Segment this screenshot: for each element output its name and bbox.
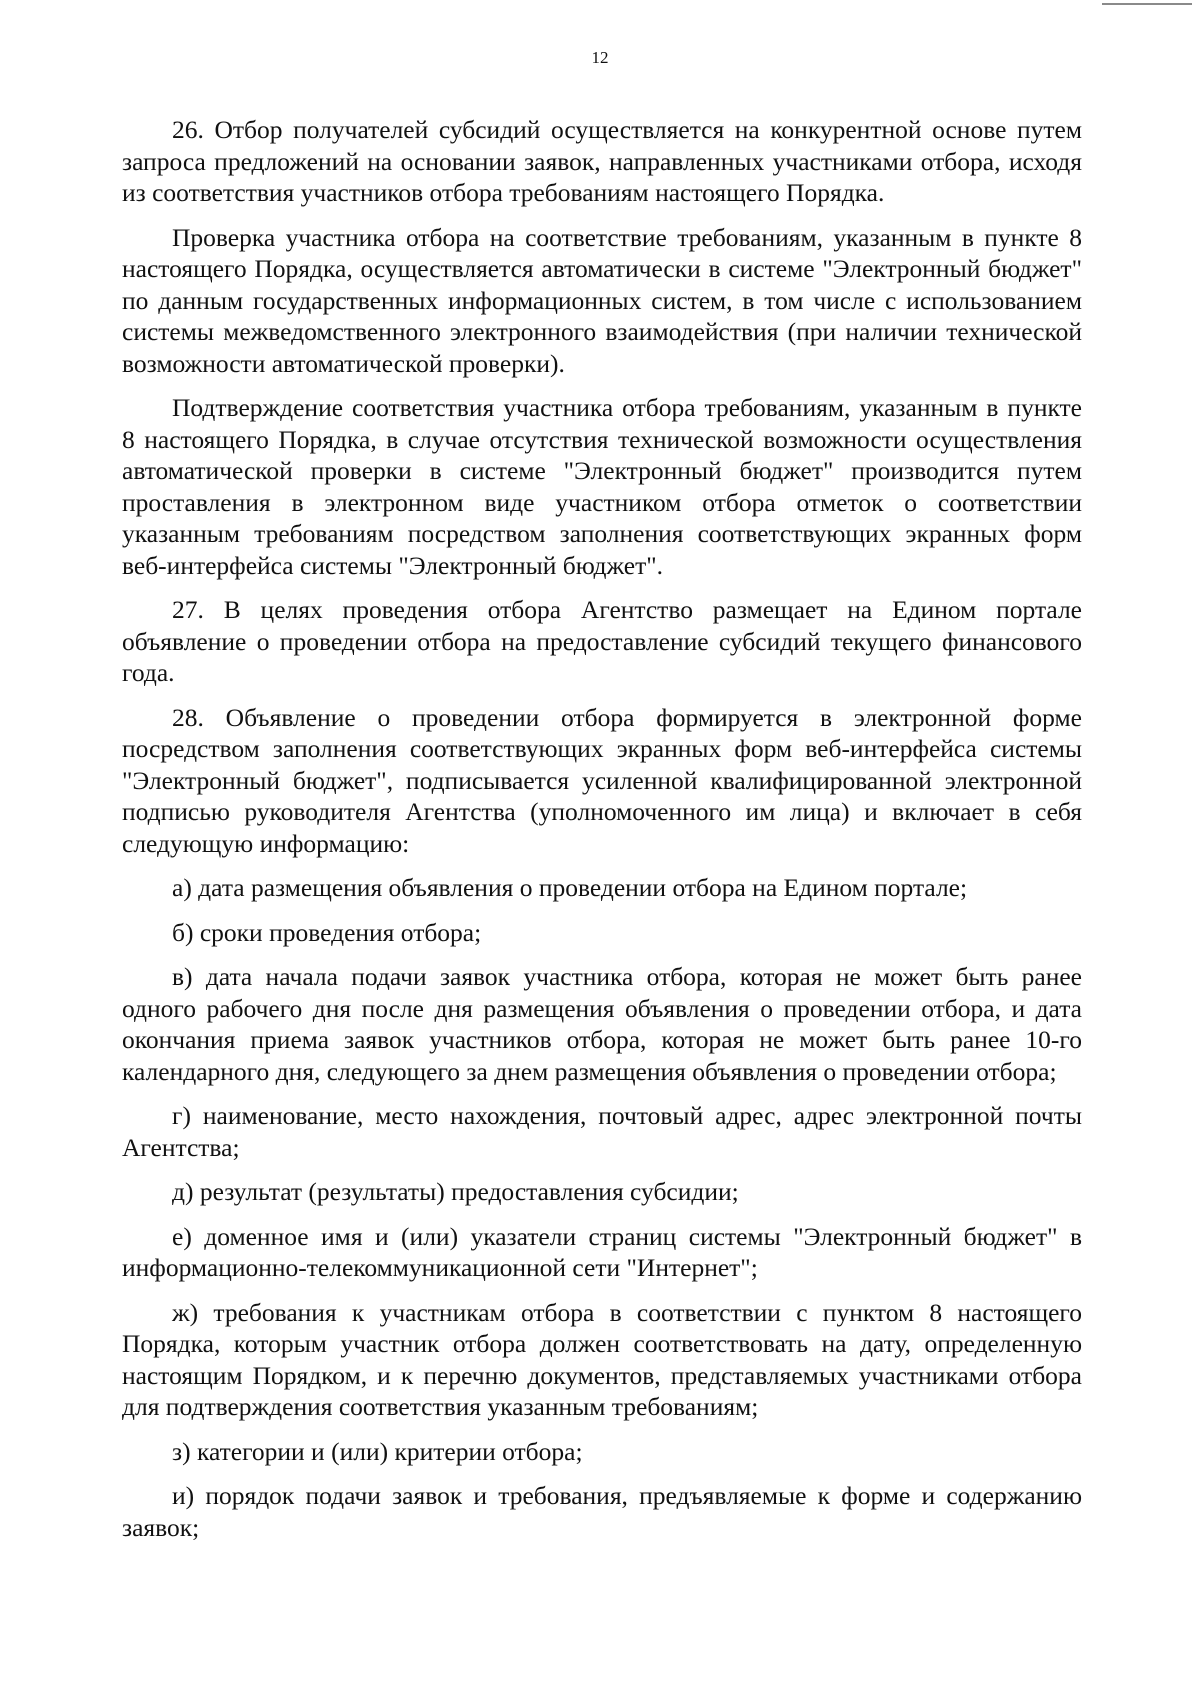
document-body (122, 114, 1082, 1556)
list-item-e: е) доменное имя и (или) указатели страниц системы "Электронный бюджет" в информационно-телекоммуникационной сети "Интернет"; (122, 1221, 1082, 1282)
list-item-a: а) дата размещения объявления о проведении отбора на Едином портале; (172, 873, 968, 902)
page-number: 12 (591, 48, 609, 67)
list-item-z: з) категории и (или) критерии отбора; (172, 1436, 583, 1466)
list-item-b: б) сроки проведения отбора; (172, 917, 482, 947)
list-item-g: г) наименование, место нахождения, почтовый адрес, адрес электронной почты Агентства; (122, 1101, 1082, 1162)
list-item-zh: ж) требования к участникам отбора в соответствии с пунктом 8 настоящего Порядка, которым участник отбора должен соответствовать на дату, определенную настоящим Порядком, и к перечню документов, представляемых участниками отбора для подтверждения соответствия указанным требованиям; (122, 1297, 1082, 1421)
paragraph-28: 28. Объявление о проведении отбора формируется в электронной форме посредством заполнения соответствующих экранных форм веб-интерфейса системы "Электронный бюджет", подписывается усиленной квалифицированной электронной подписью руководителя Агентства (уполномоченного им лица) и включает в себя следующую информацию: (122, 702, 1082, 858)
list-item-d: д) результат (результаты) предоставления субсидии; (172, 1177, 739, 1206)
top-edge-rule (1102, 3, 1192, 5)
paragraph-confirmation: Подтверждение соответствия участника отбора требованиям, указанным в пункте 8 настоящего Порядка, в случае отсутствия технической возможности осуществления автоматической проверки в системе "Электронный бюджет" производится путем проставления в электронном виде участником отбора отметок о соответствии указанным требованиям посредством заполнения соответствующих экранных форм веб-интерфейса системы "Электронный бюджет". (122, 393, 1082, 580)
paragraph-27: 27. В целях проведения отбора Агентство размещает на Едином портале объявление о проведении отбора на предоставление субсидий текущего финансового года. (122, 595, 1082, 687)
paragraph-26: 26. Отбор получателей субсидий осуществляется на конкурентной основе путем запроса предложений на основании заявок, направленных участниками отбора, исходя из соответствия участников отбора требованиям настоящего Порядка. (122, 115, 1082, 207)
paragraph-verification: Проверка участника отбора на соответствие требованиям, указанным в пункте 8 настоящего Порядка, осуществляется автоматически в системе "Электронный бюджет" по данным государственных информационных систем, в том числе с использованием системы межведомственного электронного взаимодействия (при наличии технической возможности автоматической проверки). (122, 222, 1082, 378)
list-item-i: и) порядок подачи заявок и требования, предъявляемые к форме и содержанию заявок; (122, 1481, 1082, 1542)
list-item-v: в) дата начала подачи заявок участника отбора, которая не может быть ранее одного рабочего дня после дня размещения объявления о проведении отбора, и дата окончания приема заявок участников отбора, которая не может быть ранее 10-го календарного дня, следующего за днем размещения объявления о проведении отбора; (122, 962, 1082, 1086)
